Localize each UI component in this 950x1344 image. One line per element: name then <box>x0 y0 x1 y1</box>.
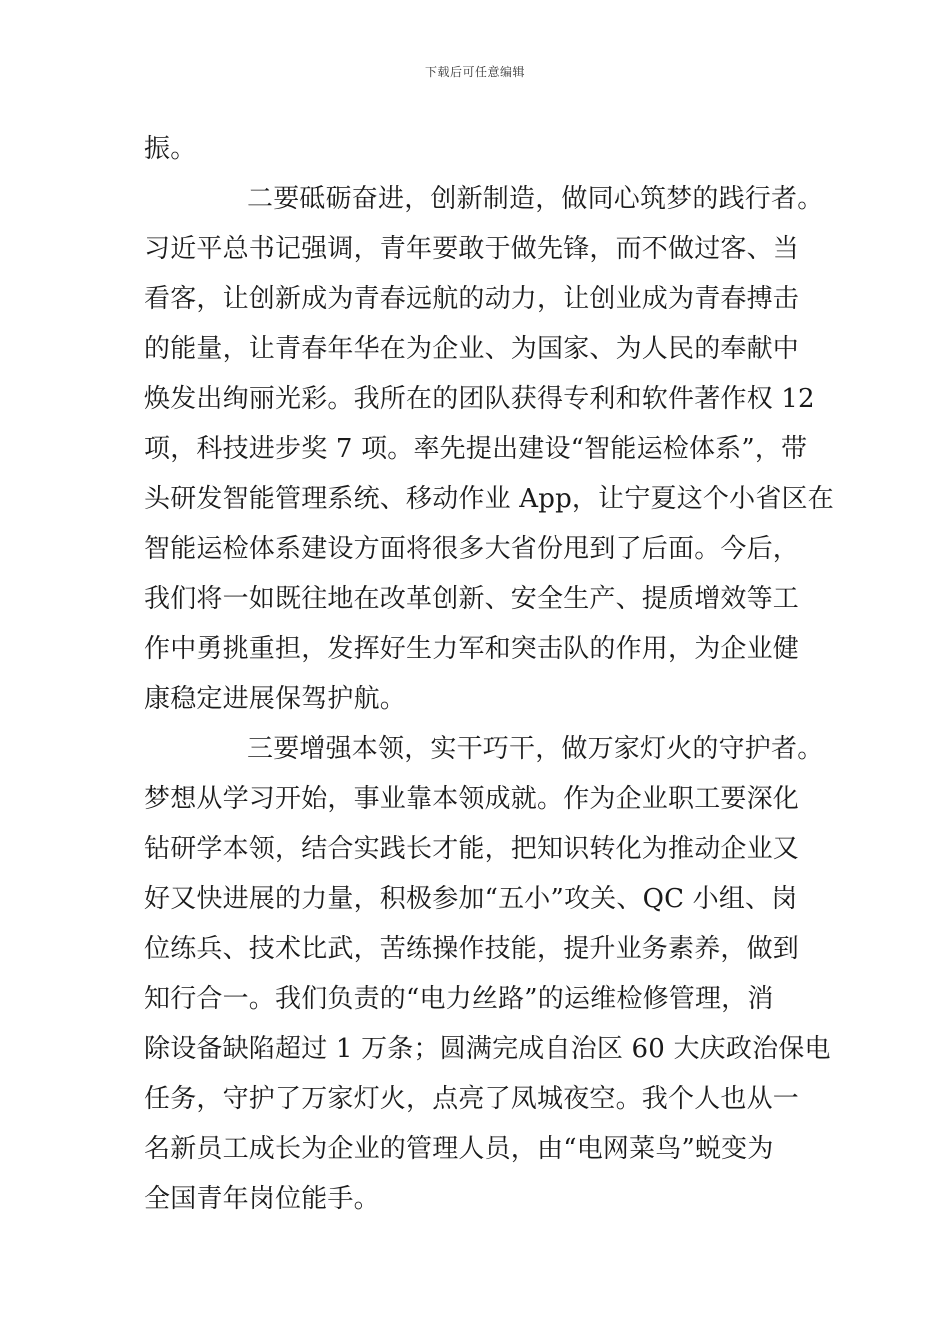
page-header-note: 下载后可任意编辑 <box>424 65 525 79</box>
text-line: 名新员工成长为企业的管理人员，由“电网菜鸟”蜕变为 <box>144 1134 774 1164</box>
text-line: 看客，让创新成为青春远航的动力，让创业成为青春搏击 <box>144 284 800 314</box>
text-line: 焕发出绚丽光彩。我所在的团队获得专利和软件著作权 12 <box>144 384 815 414</box>
text-line: 除设备缺陷超过 1 万条；圆满完成自治区 60 大庆政治保电 <box>144 1034 831 1064</box>
text-line: 位练兵、技术比武，苦练操作技能，提升业务素养，做到 <box>144 934 800 964</box>
text-line: 智能运检体系建设方面将很多大省份甩到了后面。今后， <box>144 534 800 564</box>
text-line: 我们将一如既往地在改革创新、安全生产、提质增效等工 <box>144 584 800 614</box>
text-line: 知行合一。我们负责的“电力丝路”的运维检修管理，消 <box>144 984 774 1014</box>
paragraph-heading-line: 二要砥砺奋进，创新制造，做同心筑梦的践行者。 <box>247 184 824 214</box>
text-line: 全国青年岗位能手。 <box>144 1184 380 1214</box>
text-line: 任务，守护了万家灯火，点亮了凤城夜空。我个人也从一 <box>144 1084 800 1114</box>
text-line: 钻研学本领，结合实践长才能，把知识转化为推动企业又 <box>144 834 800 864</box>
text-line: 项，科技进步奖 7 项。率先提出建设“智能运检体系”，带 <box>144 434 808 464</box>
text-line: 习近平总书记强调，青年要敢于做先锋，而不做过客、当 <box>144 234 800 264</box>
text-line: 作中勇挑重担，发挥好生力军和突击队的作用，为企业健 <box>144 634 800 664</box>
text-line: 振。 <box>144 134 197 164</box>
text-line: 康稳定进展保驾护航。 <box>144 684 407 714</box>
document-body <box>144 124 834 1224</box>
text-line: 头研发智能管理系统、移动作业 App，让宁夏这个小省区在 <box>144 484 834 514</box>
paragraph-heading-line: 三要增强本领，实干巧干，做万家灯火的守护者。 <box>247 734 824 764</box>
text-line: 的能量，让青春年华在为企业、为国家、为人民的奉献中 <box>144 334 800 364</box>
text-line: 好又快进展的力量，积极参加“五小”攻关、QC 小组、岗 <box>144 884 798 914</box>
text-line: 梦想从学习开始，事业靠本领成就。作为企业职工要深化 <box>144 784 800 814</box>
